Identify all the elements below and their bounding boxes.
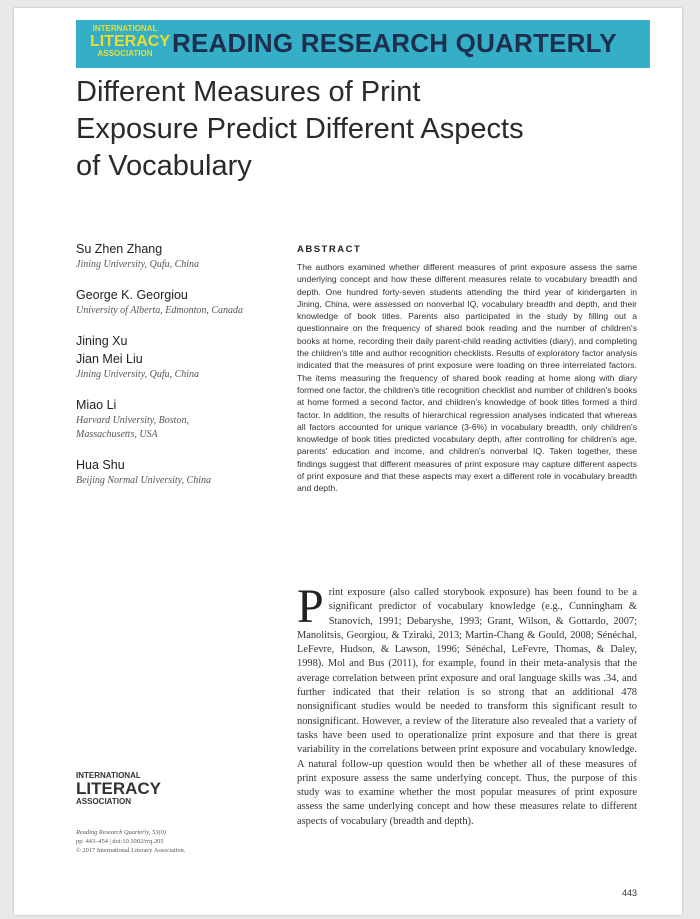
citation-pages: pp. 443–454 | doi:10.1002/rrq.205 xyxy=(76,838,164,845)
journal-title: READING RESEARCH QUARTERLY xyxy=(172,28,617,58)
logo-line-literacy: LITERACY xyxy=(90,33,170,50)
abstract-section xyxy=(297,244,637,495)
abstract-heading: ABSTRACT xyxy=(297,244,362,255)
author-name: Miao Li xyxy=(76,398,117,412)
intro-text: rint exposure (also called storybook exposure) has been found to be a significant predictor of vocabulary knowledge (e.g., Cunningham & Stanovich, 1991; Debaryshe, 1993; Grant, Wilson, & Gottardo, 2007; Manolitsis, Georgiou, & Tziraki, 2013; Martin-Chang & Gould, 2008; Sénéchal, LeFevre, Hudson, & Lawson, 1996; Sénéchal, LeFevre, Thomas, & Daley, 1998). Mol and Bus (2011), for example, found in their meta-analysis that the average correlation between print exposure and oral language skills was .34, and further indicated that their relation is so strong that an additional 478 nonsignificant studies would be needed to transform this significant result to nonsignificant. However, a review of the literature also revealed that a variety of tasks have been used to operationalize print exposure and that there is great variability in the correlations between print exposure and vocabulary knowledge. A natural follow-up question would then be whether all of these measures of print exposure assess the same underlying concept. Thus, the purpose of this study was to examine whether the most popular measures of print exposure assess the same underlying concept and how these measures relate to different aspects of vocabulary (breadth and depth). xyxy=(297,587,637,827)
author-entry xyxy=(76,332,251,350)
author-entry xyxy=(76,240,251,272)
article-title: Different Measures of Print Exposure Predict Different Aspects of Vocabulary xyxy=(76,76,524,182)
author-affiliation: University of Alberta, Edmonton, Canada xyxy=(76,305,244,316)
author-affiliation: Jining University, Qufu, China xyxy=(76,369,200,380)
article-page xyxy=(14,8,682,915)
abstract-text: The authors examined whether different measures of print exposure assess the same underlying concept and how these different measures relate to vocabulary breadth and depth. One hundred forty-seven students attending the third year of kindergarten in Jining, China, were assessed on nonverbal IQ, vocabulary breadth and depth, and their knowledge of book titles. Parents also participated in the study by filling out a questionnaire on the frequency of shared book reading and the number of children's books at home, recording their daily parent-child reading activities (diary), and completing the children's title and author recognition checklists. Results of exploratory factor analysis indicated that the measures of print exposure were loading on three interrelated factors. The items measuring the frequency of shared book reading at home along with diary formed one factor, the children's title recognition checklist and number of children's books at home formed a second factor, and children's knowledge of book titles formed a third factor. In addition, the results of hierarchical regression analyses indicated that whereas all factors accounted for unique variance (3-6%) in vocabulary breadth, only children's knowledge of book titles predicted vocabulary depth, after controlling for children's age, parents' education and income, and children's nonverbal IQ. Taken together, these findings suggest that different measures of print exposure may capture different aspects of print exposure and that these aspects may exert a different role in vocabulary breadth and depth. xyxy=(297,262,637,494)
author-affiliation: Harvard University, Boston, Massachusetts, USA xyxy=(76,415,189,440)
drop-cap: P xyxy=(297,580,324,633)
citation-journal: Reading Research Quarterly, 53(0) xyxy=(76,829,166,836)
footer-logo-line-association: ASSOCIATION xyxy=(76,797,131,806)
author-entry xyxy=(76,286,251,318)
author-entry xyxy=(76,396,251,442)
logo-line-international: INTERNATIONAL xyxy=(92,24,158,33)
author-affiliation: Jining University, Qufu, China xyxy=(76,259,200,270)
footer-logo-line-literacy: LITERACY xyxy=(76,779,161,798)
ila-footer-logo xyxy=(76,772,161,806)
ila-logo xyxy=(90,24,170,58)
citation-copyright: © 2017 International Literacy Association. xyxy=(76,847,186,854)
author-name: Jining Xu xyxy=(76,334,128,348)
footer-logo-line-international: INTERNATIONAL xyxy=(76,771,141,780)
author-list xyxy=(76,240,251,502)
author-entry xyxy=(76,350,251,382)
author-name: Jian Mei Liu xyxy=(76,352,143,366)
author-name: Hua Shu xyxy=(76,458,125,472)
journal-banner xyxy=(76,20,650,68)
page-number: 443 xyxy=(622,888,638,898)
author-name: Su Zhen Zhang xyxy=(76,242,163,256)
logo-line-association: ASSOCIATION xyxy=(97,49,153,58)
citation-block xyxy=(76,828,236,855)
author-affiliation: Beijing Normal University, China xyxy=(76,475,211,486)
intro-paragraph xyxy=(297,580,637,829)
author-entry xyxy=(76,456,251,488)
author-name: George K. Georgiou xyxy=(76,288,188,302)
